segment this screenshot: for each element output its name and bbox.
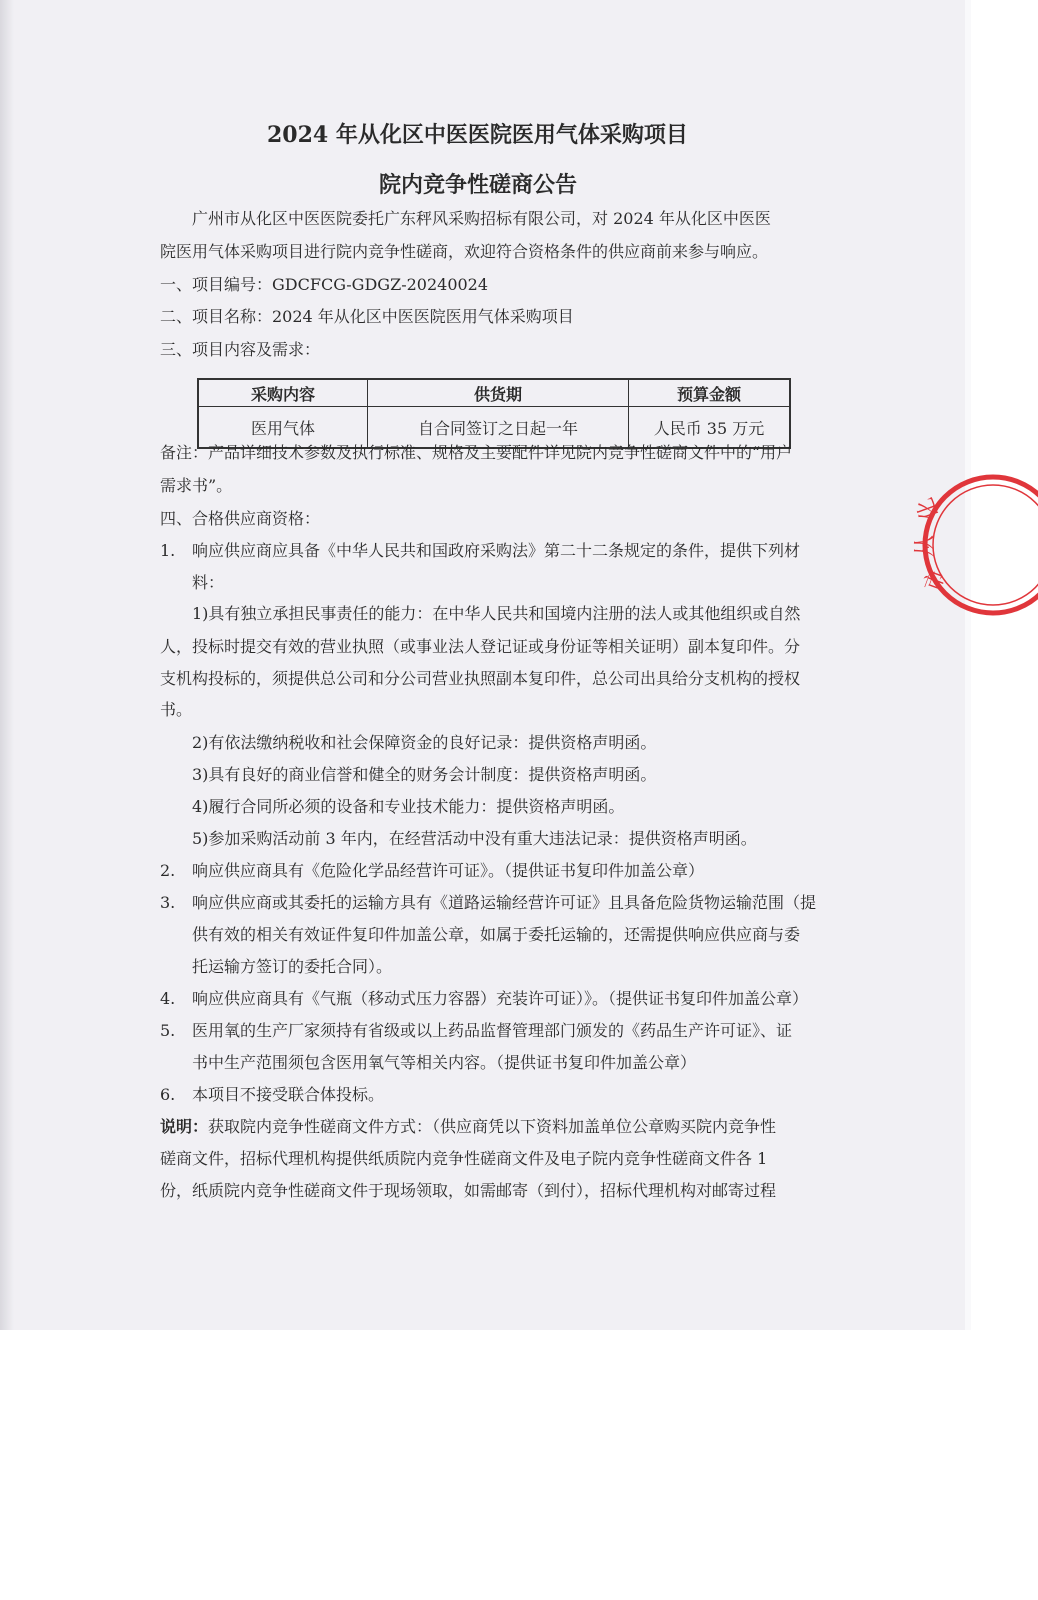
sub-5: 5)参加采购活动前 3 年内，在经营活动中没有重大违法记录：提供资格声明函。 (192, 829, 757, 848)
title-line-1: 2024 年从化区中医医院医用气体采购项目 (267, 122, 688, 148)
project-name: 二、项目名称：2024 年从化区中医医院医用气体采购项目 (160, 307, 574, 326)
title-line-2: 院内竞争性磋商公告 (379, 172, 578, 198)
explanation-line-3: 份，纸质院内竞争性磋商文件于现场领取，如需邮寄（到付），招标代理机构对邮寄过程 (160, 1181, 777, 1200)
item-3-line-3: 托运输方签订的委托合同）。 (192, 957, 393, 976)
item-3-line-1: 响应供应商或其委托的运输方具有《道路运输经营许可证》且具备危险货物运输范围（提 (192, 893, 817, 912)
table-cell: 自合同签订之日起一年 (368, 407, 629, 449)
item-6: 本项目不接受联合体投标。 (192, 1085, 385, 1104)
sub-4: 4)履行合同所必须的设备和专业技术能力：提供资格声明函。 (192, 797, 625, 816)
item-number: 6. (160, 1085, 176, 1104)
scan-shadow (0, 0, 14, 1330)
sub-1-line-2: 人，投标时提交有效的营业执照（或事业法人登记证或身份证等相关证明）副本复印件。分 (160, 637, 801, 656)
project-number: 一、项目编号：GDCFCG-GDGZ-20240024 (160, 275, 489, 294)
scan-edge (965, 0, 971, 1330)
svg-text:化: 化 (912, 494, 944, 524)
item-number: 2. (160, 861, 176, 880)
sub-1-line-4: 书。 (160, 700, 193, 719)
table-header-cell: 供货期 (368, 379, 629, 407)
sub-1-line-1: 1)具有独立承担民事责任的能力：在中华人民共和国境内注册的法人或其他组织或自然 (192, 604, 801, 623)
explanation-text: 获取院内竞争性磋商文件方式：（供应商凭以下资料加盖单位公章购买院内竞争性 (208, 1117, 777, 1136)
item-3-line-2: 供有效的相关有效证件复印件加盖公章，如属于委托运输的，还需提供响应供应商与委 (192, 925, 801, 944)
explanation-label: 说明： (160, 1117, 209, 1136)
item-number: 3. (160, 893, 176, 912)
item-number: 4. (160, 989, 176, 1008)
table-header-cell: 采购内容 (198, 379, 368, 407)
item-5-line-1: 医用氧的生产厂家须持有省级或以上药品监督管理部门颁发的《药品生产许可证》、证 (192, 1021, 793, 1040)
explanation-line-2: 磋商文件，招标代理机构提供纸质院内竞争性磋商文件及电子院内竞争性磋商文件各 1 (160, 1149, 768, 1168)
table-cell: 医用气体 (198, 407, 368, 449)
explanation-line-1 (160, 1117, 776, 1137)
svg-text:市: 市 (920, 565, 952, 596)
note-line-1: 备注：产品详细技术参数及执行标准、规格及主要配件详见院内竞争性磋商文件中的“用户 (160, 443, 793, 462)
intro-line-1: 广州市从化区中医医院委托广东秤风采购招标有限公司，对 2024 年从化区中医医 (192, 209, 771, 228)
item-number: 5. (160, 1021, 176, 1040)
item-4: 响应供应商具有《气瓶（移动式压力容器）充装许可证）》。（提供证书复印件加盖公章） (192, 989, 809, 1008)
item-5-line-2: 书中生产范围须包含医用氧气等相关内容。（提供证书复印件加盖公章） (192, 1053, 697, 1072)
project-content-heading: 三、项目内容及需求： (160, 340, 321, 359)
sub-2: 2)有依法缴纳税收和社会保障资金的良好记录：提供资格声明函。 (192, 733, 657, 752)
item-1-line-1: 响应供应商应具备《中华人民共和国政府采购法》第二十二条规定的条件，提供下列材 (192, 541, 801, 560)
svg-text:从: 从 (913, 534, 938, 557)
item-2: 响应供应商具有《危险化学品经营许可证》。（提供证书复印件加盖公章） (192, 861, 705, 880)
table-cell: 人民币 35 万元 (629, 407, 791, 449)
official-seal (912, 465, 1038, 625)
sub-3: 3)具有良好的商业信誉和健全的财务会计制度：提供资格声明函。 (192, 765, 657, 784)
item-number: 1. (160, 541, 176, 560)
sub-1-line-3: 支机构投标的，须提供总公司和分公司营业执照副本复印件，总公司出具给分支机构的授权 (160, 669, 801, 688)
note-line-2: 需求书”。 (160, 476, 233, 495)
table-header-cell: 预算金额 (629, 379, 791, 407)
table-header-row (198, 379, 790, 407)
table-row (198, 407, 790, 449)
requirements-table (197, 378, 791, 449)
item-1-line-2: 料： (192, 573, 225, 592)
qualification-heading: 四、合格供应商资格： (160, 509, 321, 528)
intro-line-2: 院医用气体采购项目进行院内竞争性磋商，欢迎符合资格条件的供应商前来参与响应。 (160, 242, 769, 261)
